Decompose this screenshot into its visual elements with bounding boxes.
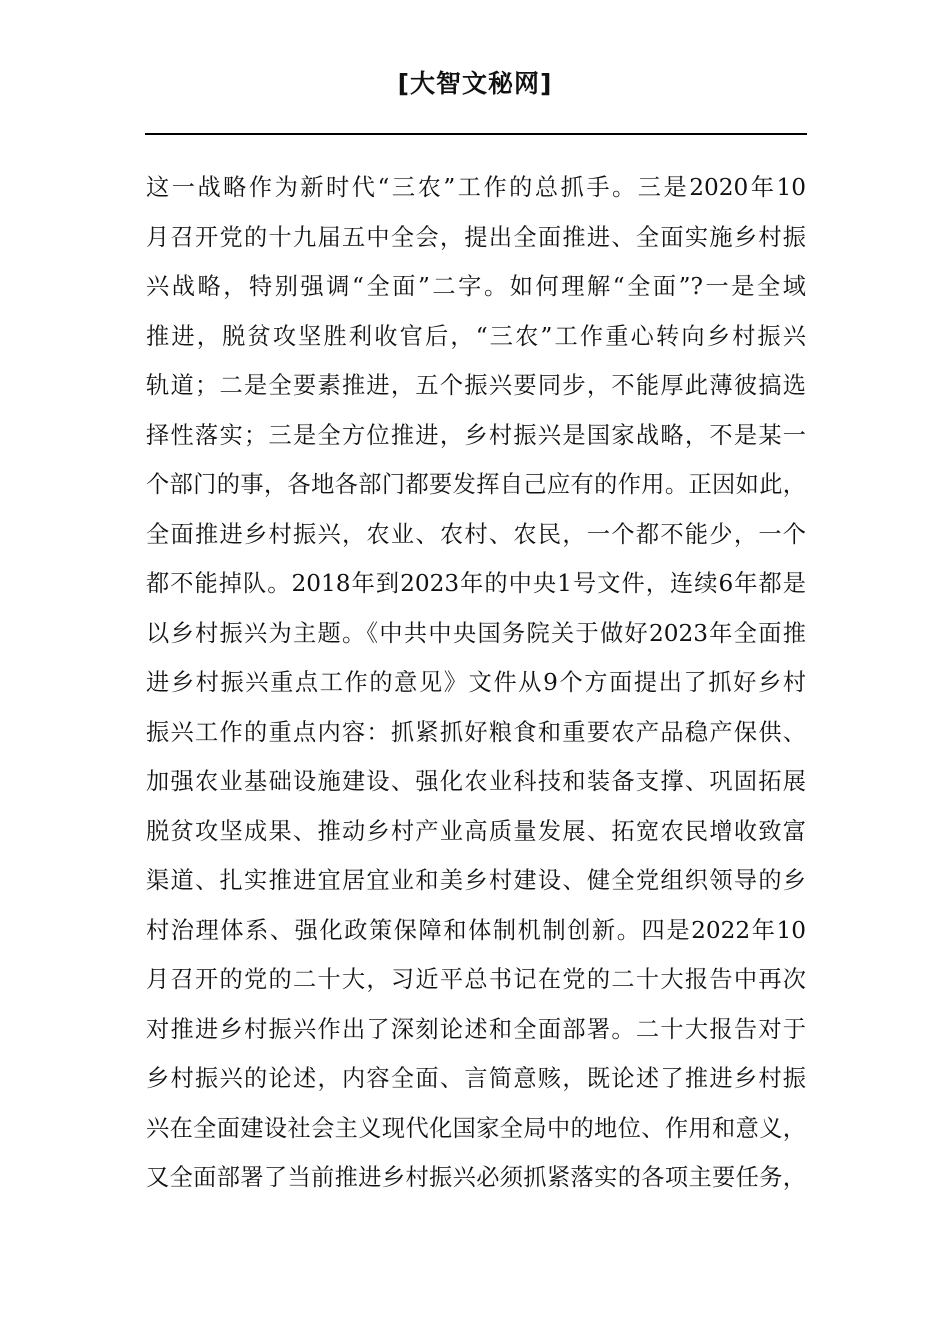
body-line: 兴在全面建设社会主义现代化国家全局中的地位、作用和意义， [146, 1114, 806, 1142]
body-line: 都不能掉队。2018年到2023年的中央1号文件，连续6年都是 [146, 570, 806, 597]
body-line: 这一战略作为新时代“三农”工作的总抓手。三是2020年10 [146, 174, 806, 201]
body-line: 轨道；二是全要素推进，五个振兴要同步，不能厚此薄彼搞选 [146, 372, 806, 399]
body-line: 对推进乡村振兴作出了深刻论述和全面部署。二十大报告对于 [146, 1015, 806, 1043]
body-line: 以乡村振兴为主题。《中共中央国务院关于做好2023年全面推 [146, 619, 806, 647]
document-body [146, 163, 806, 1203]
body-line: 兴战略，特别强调“全面”二字。如何理解“全面”?一是全域 [146, 273, 806, 300]
body-line: 择性落实；三是全方位推进，乡村振兴是国家战略，不是某一 [146, 421, 806, 449]
body-line: 月召开党的十九届五中全会，提出全面推进、全面实施乡村振 [146, 223, 806, 251]
body-line: 渠道、扎实推进宜居宜业和美乡村建设、健全党组织领导的乡 [146, 867, 806, 894]
body-line: 村治理体系、强化政策保障和体制机制创新。四是2022年10 [146, 916, 806, 944]
body-line: 又全面部署了当前推进乡村振兴必须抓紧落实的各项主要任务， [146, 1164, 806, 1191]
body-line: 脱贫攻坚成果、推动乡村产业高质量发展、拓宽农民增收致富 [146, 817, 806, 845]
body-line: 加强农业基础设施建设、强化农业科技和装备支撑、巩固拓展 [146, 768, 806, 795]
header-divider [145, 133, 807, 135]
body-line: 个部门的事，各地各部门都要发挥自己应有的作用。正因如此， [146, 471, 806, 498]
body-line: 月召开的党的二十大，习近平总书记在党的二十大报告中再次 [146, 966, 806, 993]
body-line: 进乡村振兴重点工作的意见》文件从9个方面提出了抓好乡村 [146, 669, 806, 696]
body-line: 推进，脱贫攻坚胜利收官后，“三农”工作重心转向乡村振兴 [146, 322, 806, 350]
body-line: 振兴工作的重点内容：抓紧抓好粮食和重要农产品稳产保供、 [146, 718, 806, 746]
site-header-title: [大智文秘网] [397, 69, 553, 98]
body-line: 乡村振兴的论述，内容全面、言简意赅，既论述了推进乡村振 [146, 1065, 806, 1092]
body-line: 全面推进乡村振兴，农业、农村、农民，一个都不能少，一个 [146, 520, 806, 548]
